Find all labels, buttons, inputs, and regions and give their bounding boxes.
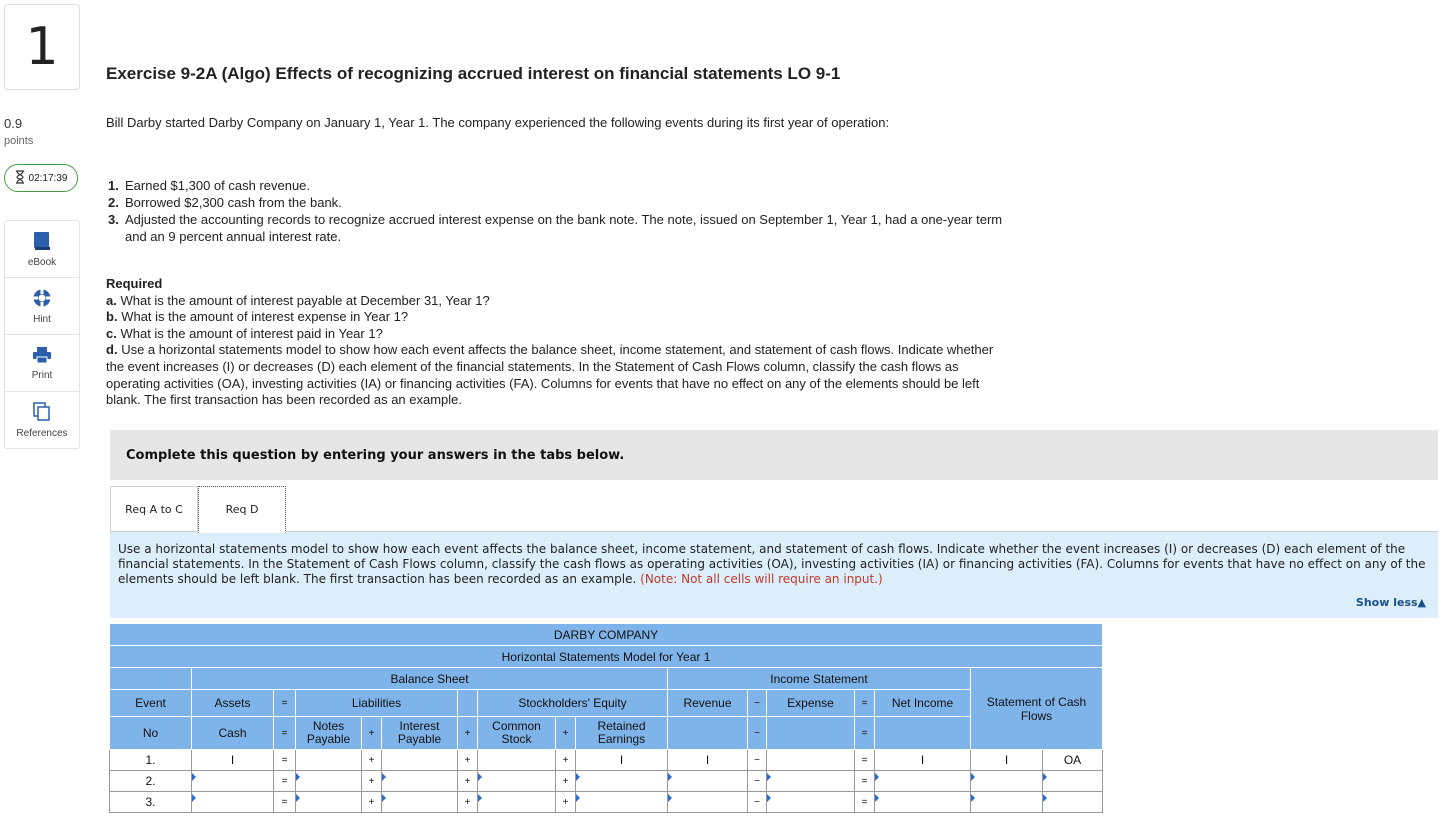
- minus-sign: −: [748, 750, 767, 771]
- cash-flow-field[interactable]: [971, 792, 1042, 812]
- event-text: Borrowed $2,300 cash from the bank.: [125, 195, 342, 210]
- table-header-blank: [458, 690, 478, 717]
- net-income-field[interactable]: [875, 771, 970, 791]
- cash-field[interactable]: [192, 771, 273, 791]
- equals-sign: =: [274, 690, 296, 717]
- retained-earnings-cell: I: [576, 750, 668, 771]
- list-item: [108, 211, 1008, 245]
- plus-sign: +: [362, 717, 382, 750]
- cash-flow-input[interactable]: [971, 792, 1043, 813]
- notes-payable-input[interactable]: [296, 771, 362, 792]
- equals-sign: =: [855, 792, 875, 813]
- income-statement-header: Income Statement: [668, 668, 971, 690]
- stockholders-equity-header: Stockholders' Equity: [478, 690, 668, 717]
- plus-sign: +: [362, 750, 382, 771]
- cash-flow-class-field[interactable]: [1043, 771, 1102, 791]
- notes-payable-input[interactable]: [296, 792, 362, 813]
- required-heading: Required: [106, 276, 163, 291]
- cash-flow-class-input[interactable]: [1043, 771, 1103, 792]
- list-item: [108, 177, 1008, 194]
- event-text: Earned $1,300 of cash revenue.: [125, 178, 311, 193]
- common-stock-field[interactable]: [478, 771, 555, 791]
- cash-input[interactable]: [192, 771, 274, 792]
- tab-bar: [110, 486, 286, 532]
- common-stock-field[interactable]: [478, 792, 555, 812]
- minus-sign: −: [748, 771, 767, 792]
- plus-sign: +: [362, 771, 382, 792]
- cash-cell: I: [192, 750, 274, 771]
- equals-sign: =: [274, 750, 296, 771]
- minus-sign: −: [748, 717, 767, 750]
- references-button[interactable]: [5, 392, 79, 448]
- required-item: [106, 309, 1006, 326]
- timer[interactable]: [4, 164, 78, 192]
- liabilities-header: Liabilities: [296, 690, 458, 717]
- references-label: References: [16, 427, 68, 439]
- required-text: What is the amount of interest expense in Year 1?: [121, 309, 409, 325]
- list-item: [108, 194, 1008, 211]
- intro-text: Bill Darby started Darby Company on January 1, Year 1. The company experienced the following events during its first year of operation:: [106, 115, 890, 130]
- revenue-subheader-blank: [668, 717, 748, 750]
- question-number: 1: [4, 4, 80, 90]
- plus-sign: +: [362, 792, 382, 813]
- event-number: 1.: [108, 178, 119, 193]
- event-no: 2.: [110, 771, 192, 792]
- required-letter: a.: [106, 292, 117, 308]
- common-stock-cell: [478, 750, 556, 771]
- interest-payable-cell: [382, 750, 458, 771]
- cash-flow-field[interactable]: [971, 771, 1042, 791]
- net-income-cell: I: [875, 750, 971, 771]
- ebook-button[interactable]: [5, 221, 79, 278]
- table-header-blank: [110, 668, 192, 690]
- table-row: [110, 750, 1103, 771]
- required-item: [106, 293, 1006, 310]
- cash-field[interactable]: [192, 792, 273, 812]
- points-value: 0.9: [4, 116, 23, 131]
- net-income-input[interactable]: [875, 792, 971, 813]
- expense-field[interactable]: [767, 771, 854, 791]
- minus-sign: −: [748, 792, 767, 813]
- interest-payable-input[interactable]: [382, 792, 458, 813]
- required-item: [106, 342, 1006, 408]
- net-income-input[interactable]: [875, 771, 971, 792]
- cash-flow-class-cell: OA: [1043, 750, 1103, 771]
- tab-req-a-to-c[interactable]: Req A to C: [110, 486, 198, 532]
- cash-header: Cash: [192, 717, 274, 750]
- required-text: What is the amount of interest payable at December 31, Year 1?: [120, 292, 490, 308]
- retained-earnings-field[interactable]: [576, 771, 667, 791]
- required-text: Use a horizontal statements model to show how each event affects the balance sheet, income statement, and statement of cash flows. Indicate whether the event increases (I) or decreases (D) each element of the financial statements. In the Statement of Cash Flows column, classify the cash flows as operating activities (OA), investing activities (IA) or financing activities (FA). Columns for events that have no effect on any of the elements should be left blank. The first transaction has been recorded as an example.: [106, 342, 994, 408]
- interest-payable-field[interactable]: [382, 792, 457, 812]
- required-section: [106, 276, 1006, 409]
- instructions-panel: [110, 532, 1438, 618]
- common-stock-header: Common Stock: [478, 717, 556, 750]
- copy-icon: [33, 402, 51, 422]
- expense-input[interactable]: [767, 792, 855, 813]
- table-row: [110, 792, 1103, 813]
- book-icon: [33, 231, 51, 251]
- notes-payable-header: Notes Payable: [296, 717, 362, 750]
- table-row: [110, 771, 1103, 792]
- expense-subheader-blank: [767, 717, 855, 750]
- notes-payable-field[interactable]: [296, 792, 361, 812]
- event-number: 2.: [108, 195, 119, 210]
- retained-earnings-header: Retained Earnings: [576, 717, 668, 750]
- revenue-field[interactable]: [668, 792, 747, 812]
- event-text: Adjusted the accounting records to recognize accrued interest expense on the bank note. The note, issued on September 1, Year 1, had a one-year term and an 9 percent annual interest rate.: [125, 212, 1003, 244]
- required-letter: d.: [106, 342, 118, 358]
- revenue-input[interactable]: [668, 792, 748, 813]
- tab-req-d[interactable]: Req D: [198, 486, 286, 533]
- plus-sign: +: [556, 750, 576, 771]
- expense-header: Expense: [767, 690, 855, 717]
- equals-sign: =: [274, 771, 296, 792]
- complete-bar: Complete this question by entering your answers in the tabs below.: [110, 430, 1438, 480]
- print-label: Print: [31, 369, 53, 381]
- net-income-header: Net Income: [875, 690, 971, 717]
- table-subtitle: Horizontal Statements Model for Year 1: [110, 646, 1103, 668]
- required-item: [106, 326, 1006, 343]
- instructions-text: Use a horizontal statements model to show how each event affects the balance sheet, income statement, and statement of cash flows. Indicate whether the event increases (I) or decreases (D) each element of the financial statements. In the Statement of Cash Flows column, classify the cash flows as operating activities (OA), investing activities (IA) or financing activities (FA). Columns for events that have no effect on any of the elements should be left blank. The first transaction has been recorded as an example.: [118, 542, 1426, 586]
- hint-button[interactable]: [5, 278, 79, 335]
- equals-sign: =: [855, 771, 875, 792]
- plus-sign: +: [458, 717, 478, 750]
- plus-sign: +: [556, 792, 576, 813]
- revenue-field[interactable]: [668, 771, 747, 791]
- event-header: Event: [110, 690, 192, 717]
- plus-sign: +: [458, 792, 478, 813]
- required-text: What is the amount of interest paid in Year 1?: [120, 325, 383, 341]
- revenue-cell: I: [668, 750, 748, 771]
- cash-input[interactable]: [192, 792, 274, 813]
- retained-earnings-input[interactable]: [576, 792, 668, 813]
- print-button[interactable]: [5, 335, 79, 392]
- hint-label: Hint: [33, 313, 51, 325]
- net-income-field[interactable]: [875, 792, 970, 812]
- assets-header: Assets: [192, 690, 274, 717]
- printer-icon: [32, 346, 52, 364]
- event-no: 1.: [110, 750, 192, 771]
- expense-field[interactable]: [767, 792, 854, 812]
- event-list: [108, 177, 1008, 245]
- revenue-header: Revenue: [668, 690, 748, 717]
- ebook-label: eBook: [27, 256, 57, 268]
- cash-flows-header: Statement of Cash Flows: [971, 668, 1103, 750]
- minus-sign: −: [748, 690, 767, 717]
- revenue-input[interactable]: [668, 771, 748, 792]
- lifebuoy-icon: [32, 288, 52, 308]
- show-less-link[interactable]: Show less▲: [1355, 596, 1426, 609]
- equals-sign: =: [855, 690, 875, 717]
- timer-value: 02:17:39: [28, 172, 68, 184]
- notes-payable-field[interactable]: [296, 771, 361, 791]
- expense-cell: [767, 750, 855, 771]
- points-label: points: [4, 135, 34, 147]
- equals-sign: =: [855, 717, 875, 750]
- plus-sign: +: [458, 771, 478, 792]
- plus-sign: +: [556, 717, 576, 750]
- event-number: 3.: [108, 212, 119, 227]
- hourglass-icon: [15, 170, 25, 187]
- notes-payable-cell: [296, 750, 362, 771]
- horizontal-statements-table: [109, 623, 1103, 813]
- exercise-title: Exercise 9-2A (Algo) Effects of recognizing accrued interest on financial statements LO 9-1: [106, 64, 841, 83]
- tool-panel: [4, 220, 80, 449]
- no-header: No: [110, 717, 192, 750]
- cash-flow-class-input[interactable]: [1043, 792, 1103, 813]
- plus-sign: +: [458, 750, 478, 771]
- cash-flow-input[interactable]: [971, 771, 1043, 792]
- required-letter: c.: [106, 325, 117, 341]
- equals-sign: =: [274, 792, 296, 813]
- common-stock-input[interactable]: [478, 792, 556, 813]
- net-income-subheader-blank: [875, 717, 971, 750]
- equals-sign: =: [855, 750, 875, 771]
- interest-payable-field[interactable]: [382, 771, 457, 791]
- equals-sign: =: [274, 717, 296, 750]
- retained-earnings-input[interactable]: [576, 771, 668, 792]
- interest-payable-input[interactable]: [382, 771, 458, 792]
- cash-flow-cell: I: [971, 750, 1043, 771]
- expense-input[interactable]: [767, 771, 855, 792]
- cash-flow-class-field[interactable]: [1043, 792, 1102, 812]
- company-name: DARBY COMPANY: [110, 624, 1103, 646]
- plus-sign: +: [556, 771, 576, 792]
- event-no: 3.: [110, 792, 192, 813]
- interest-payable-header: Interest Payable: [382, 717, 458, 750]
- balance-sheet-header: Balance Sheet: [192, 668, 668, 690]
- required-letter: b.: [106, 309, 118, 325]
- retained-earnings-field[interactable]: [576, 792, 667, 812]
- instructions-note: (Note: Not all cells will require an input.): [640, 572, 883, 586]
- common-stock-input[interactable]: [478, 771, 556, 792]
